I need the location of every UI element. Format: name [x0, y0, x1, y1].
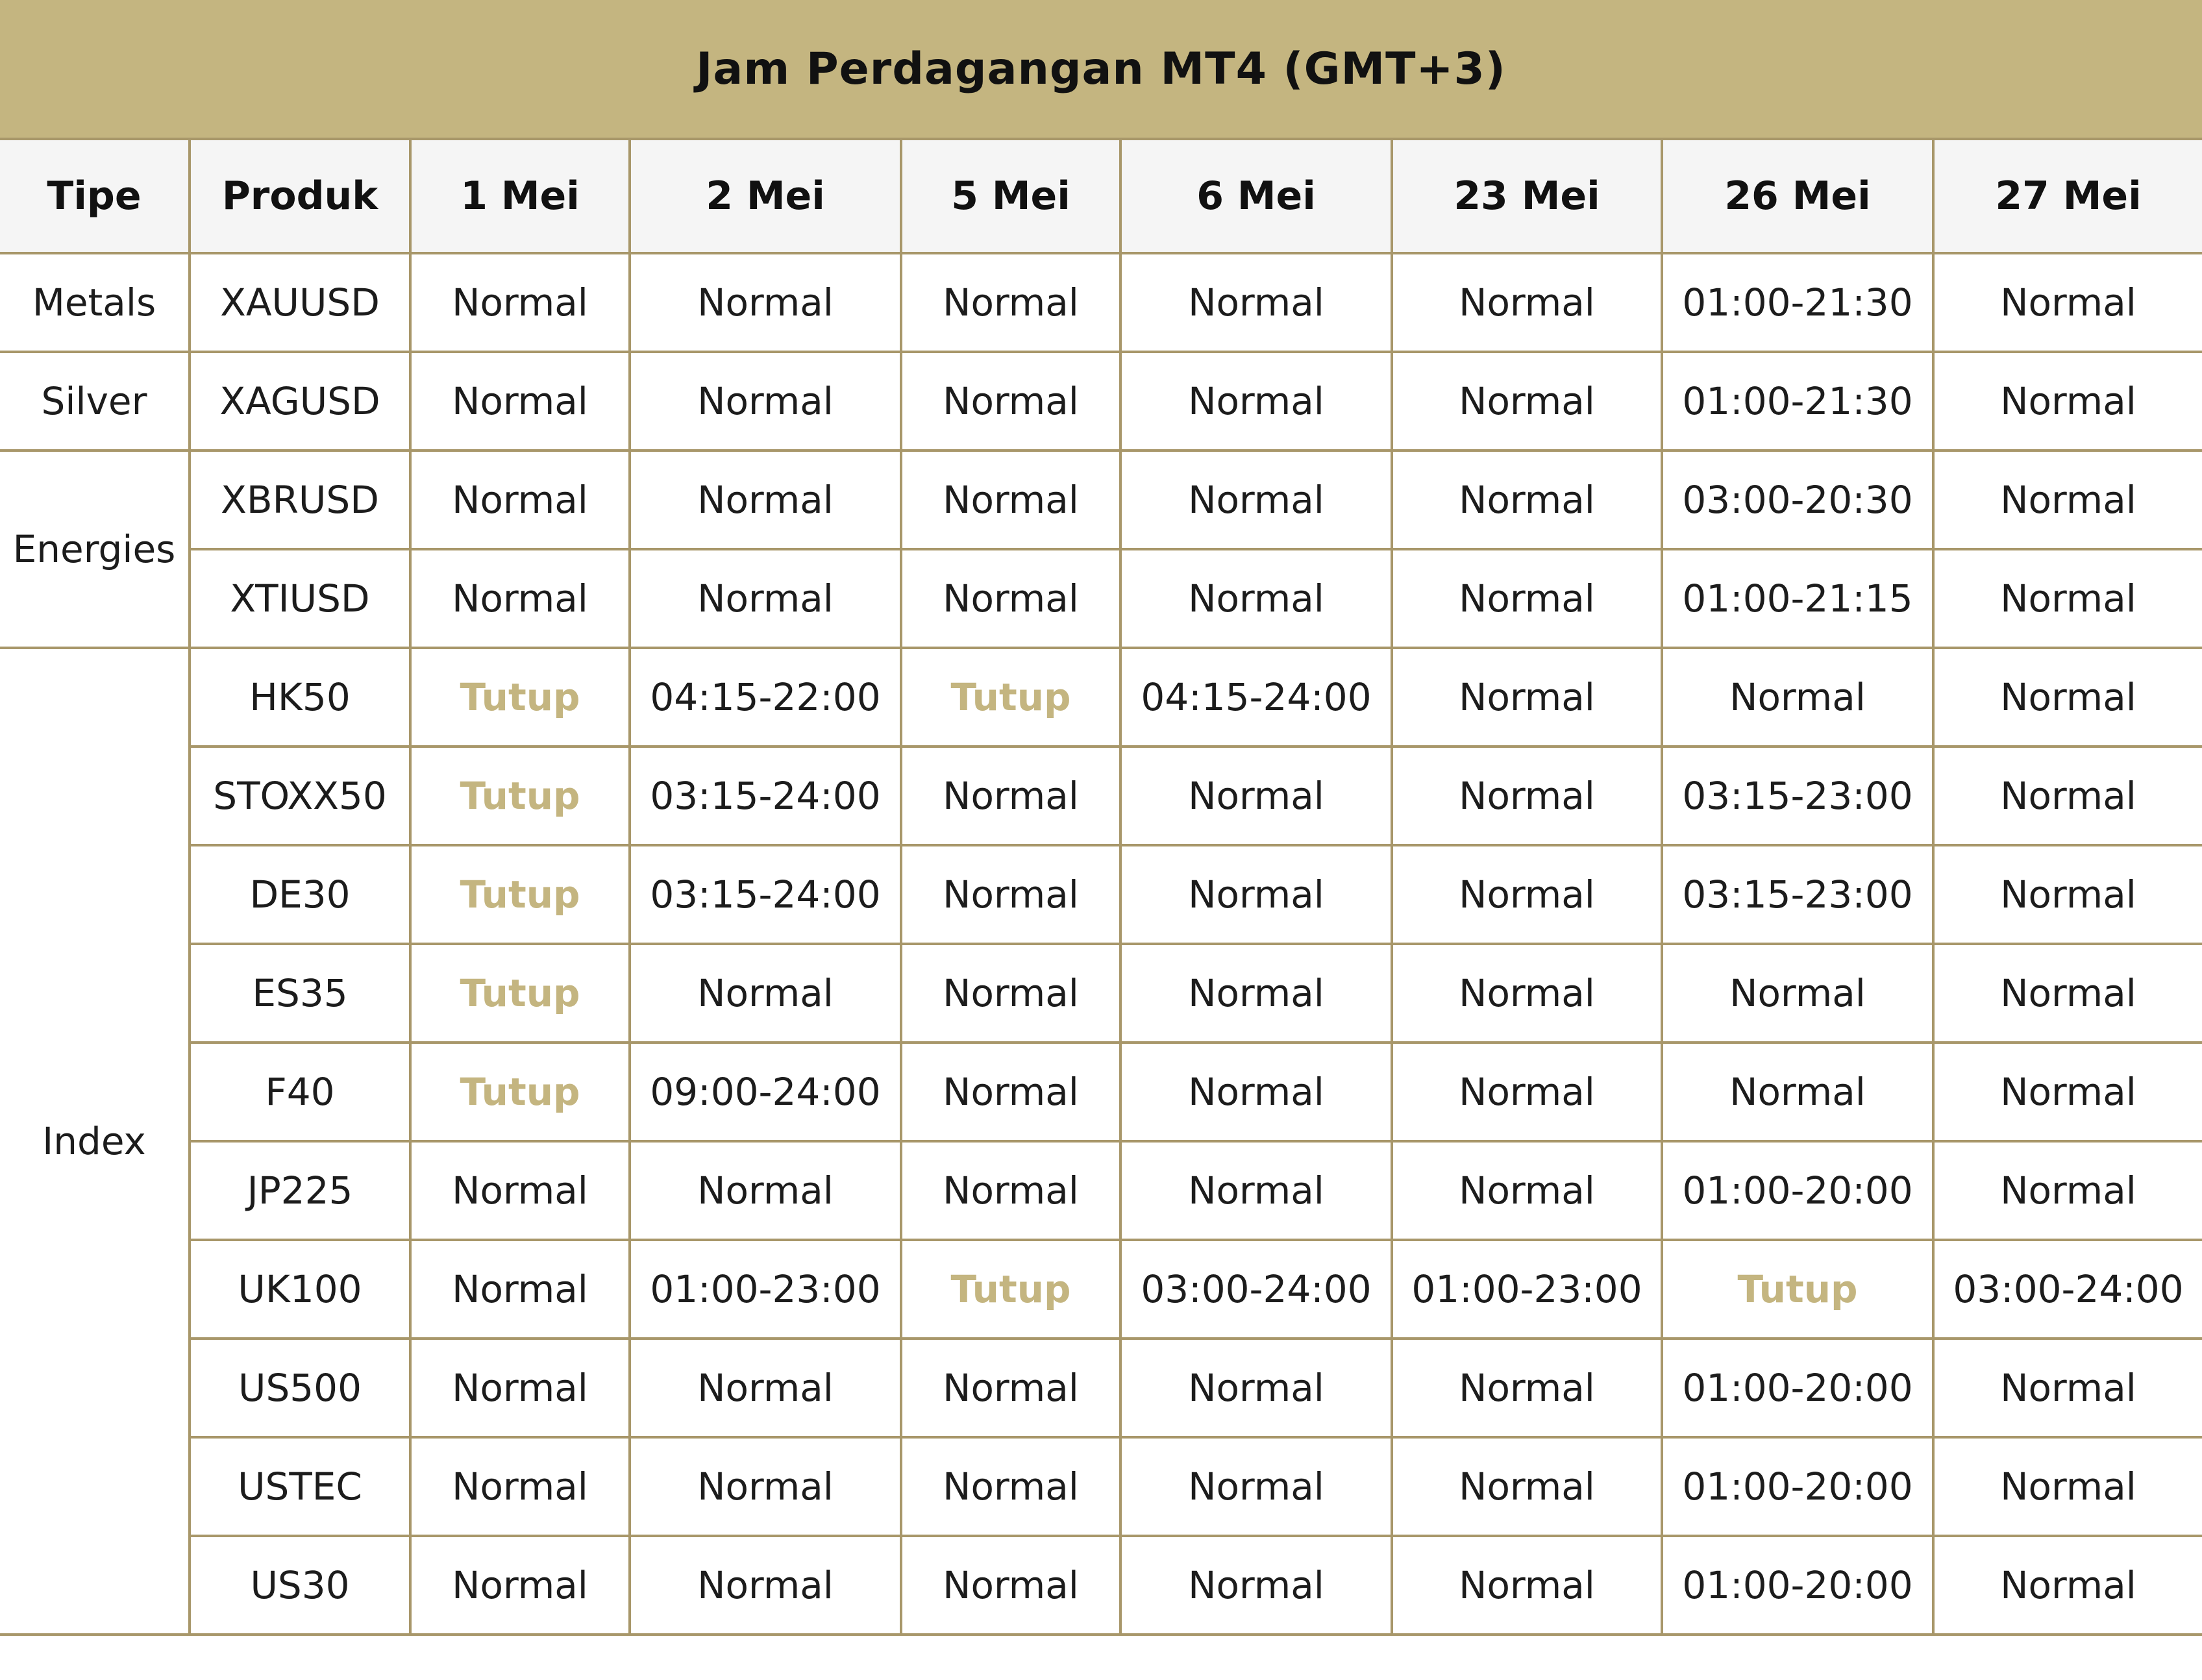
- hours-cell: Normal: [901, 1339, 1120, 1437]
- hours-cell: Normal: [1933, 1536, 2202, 1635]
- hours-cell: Normal: [1933, 1043, 2202, 1141]
- hours-cell: Normal: [630, 352, 901, 451]
- closed-cell: Tutup: [410, 944, 630, 1043]
- hours-cell: 03:00-24:00: [1933, 1240, 2202, 1339]
- product-cell: ES35: [190, 944, 410, 1043]
- hours-cell: Normal: [1120, 352, 1392, 451]
- product-cell: HK50: [190, 648, 410, 747]
- hours-cell: Normal: [1392, 1043, 1662, 1141]
- table-row: [0, 352, 2202, 451]
- hours-cell: 09:00-24:00: [630, 1043, 901, 1141]
- table-body: [0, 253, 2202, 1635]
- closed-cell: Tutup: [410, 845, 630, 944]
- product-cell: US30: [190, 1536, 410, 1635]
- hours-cell: Normal: [1120, 1141, 1392, 1240]
- closed-cell: Tutup: [901, 648, 1120, 747]
- hours-cell: 03:15-23:00: [1662, 845, 1933, 944]
- column-header: 6 Mei: [1120, 140, 1392, 253]
- hours-cell: Normal: [1933, 451, 2202, 549]
- type-cell: Metals: [0, 253, 190, 352]
- closed-cell: Tutup: [901, 1240, 1120, 1339]
- product-cell: USTEC: [190, 1437, 410, 1536]
- hours-cell: 01:00-20:00: [1662, 1339, 1933, 1437]
- hours-cell: Normal: [1392, 253, 1662, 352]
- product-cell: XAUUSD: [190, 253, 410, 352]
- hours-cell: Normal: [630, 944, 901, 1043]
- column-header: 1 Mei: [410, 140, 630, 253]
- hours-cell: Normal: [410, 352, 630, 451]
- product-cell: STOXX50: [190, 747, 410, 845]
- hours-cell: Normal: [630, 1437, 901, 1536]
- hours-cell: 01:00-23:00: [1392, 1240, 1662, 1339]
- product-cell: XAGUSD: [190, 352, 410, 451]
- hours-cell: Normal: [901, 549, 1120, 648]
- table-row: [0, 1437, 2202, 1536]
- table-row: [0, 1536, 2202, 1635]
- closed-cell: Tutup: [1662, 1240, 1933, 1339]
- hours-cell: Normal: [1392, 648, 1662, 747]
- hours-cell: Normal: [630, 549, 901, 648]
- hours-cell: 01:00-21:30: [1662, 253, 1933, 352]
- column-header: 27 Mei: [1933, 140, 2202, 253]
- table-row: [0, 1141, 2202, 1240]
- hours-cell: 03:00-24:00: [1120, 1240, 1392, 1339]
- product-cell: US500: [190, 1339, 410, 1437]
- hours-cell: Normal: [630, 1141, 901, 1240]
- table-row: [0, 1339, 2202, 1437]
- product-cell: JP225: [190, 1141, 410, 1240]
- table-row: [0, 845, 2202, 944]
- column-header: Tipe: [0, 140, 190, 253]
- hours-cell: Normal: [1120, 451, 1392, 549]
- hours-cell: Normal: [1933, 944, 2202, 1043]
- hours-cell: Normal: [901, 1141, 1120, 1240]
- table-row: [0, 648, 2202, 747]
- hours-cell: Normal: [1392, 1536, 1662, 1635]
- table-row: [0, 944, 2202, 1043]
- hours-cell: 01:00-20:00: [1662, 1536, 1933, 1635]
- hours-cell: Normal: [1392, 549, 1662, 648]
- column-header: 2 Mei: [630, 140, 901, 253]
- hours-cell: Normal: [1392, 747, 1662, 845]
- hours-cell: Normal: [1120, 747, 1392, 845]
- closed-cell: Tutup: [410, 648, 630, 747]
- hours-cell: 01:00-21:15: [1662, 549, 1933, 648]
- hours-cell: Normal: [1662, 648, 1933, 747]
- type-cell: Silver: [0, 352, 190, 451]
- column-header: Produk: [190, 140, 410, 253]
- hours-cell: Normal: [1120, 944, 1392, 1043]
- closed-cell: Tutup: [410, 747, 630, 845]
- product-cell: XTIUSD: [190, 549, 410, 648]
- hours-cell: Normal: [1392, 944, 1662, 1043]
- hours-cell: 01:00-23:00: [630, 1240, 901, 1339]
- hours-cell: Normal: [630, 1339, 901, 1437]
- table-row: [0, 747, 2202, 845]
- table-row: [0, 549, 2202, 648]
- table-row: [0, 1043, 2202, 1141]
- hours-cell: Normal: [1120, 1043, 1392, 1141]
- type-cell: Index: [0, 648, 190, 1635]
- table-header: [0, 140, 2202, 253]
- hours-cell: Normal: [901, 1536, 1120, 1635]
- hours-cell: Normal: [901, 1043, 1120, 1141]
- hours-cell: 01:00-21:30: [1662, 352, 1933, 451]
- table-row: [0, 451, 2202, 549]
- hours-cell: Normal: [1120, 845, 1392, 944]
- hours-cell: Normal: [410, 549, 630, 648]
- hours-cell: Normal: [1392, 451, 1662, 549]
- product-cell: XBRUSD: [190, 451, 410, 549]
- closed-cell: Tutup: [410, 1043, 630, 1141]
- hours-cell: Normal: [630, 1536, 901, 1635]
- hours-cell: Normal: [410, 451, 630, 549]
- hours-cell: 04:15-24:00: [1120, 648, 1392, 747]
- hours-cell: Normal: [1933, 549, 2202, 648]
- page-title: Jam Perdagangan MT4 (GMT+3): [0, 0, 2202, 140]
- header-row: [0, 140, 2202, 253]
- column-header: 5 Mei: [901, 140, 1120, 253]
- trading-hours-table: [0, 140, 2202, 1636]
- hours-cell: Normal: [410, 1240, 630, 1339]
- hours-cell: Normal: [1933, 352, 2202, 451]
- hours-cell: Normal: [410, 1536, 630, 1635]
- hours-cell: Normal: [901, 1437, 1120, 1536]
- hours-cell: Normal: [1662, 1043, 1933, 1141]
- hours-cell: 03:15-24:00: [630, 845, 901, 944]
- hours-cell: Normal: [410, 1141, 630, 1240]
- hours-cell: Normal: [1120, 1339, 1392, 1437]
- hours-cell: 01:00-20:00: [1662, 1437, 1933, 1536]
- hours-cell: Normal: [1120, 1536, 1392, 1635]
- type-cell: Energies: [0, 451, 190, 648]
- hours-cell: Normal: [1392, 352, 1662, 451]
- hours-cell: Normal: [1933, 1437, 2202, 1536]
- hours-cell: Normal: [901, 451, 1120, 549]
- hours-cell: Normal: [1933, 253, 2202, 352]
- hours-cell: Normal: [901, 944, 1120, 1043]
- hours-cell: Normal: [1392, 1339, 1662, 1437]
- hours-cell: Normal: [630, 451, 901, 549]
- hours-cell: Normal: [1120, 1437, 1392, 1536]
- table-row: [0, 253, 2202, 352]
- hours-cell: Normal: [410, 1339, 630, 1437]
- hours-cell: Normal: [1933, 1339, 2202, 1437]
- hours-cell: Normal: [1933, 648, 2202, 747]
- hours-cell: 01:00-20:00: [1662, 1141, 1933, 1240]
- hours-cell: 03:15-23:00: [1662, 747, 1933, 845]
- column-header: 26 Mei: [1662, 140, 1933, 253]
- hours-cell: Normal: [1933, 845, 2202, 944]
- hours-cell: 04:15-22:00: [630, 648, 901, 747]
- hours-cell: Normal: [410, 253, 630, 352]
- product-cell: UK100: [190, 1240, 410, 1339]
- hours-cell: Normal: [901, 253, 1120, 352]
- table-row: [0, 1240, 2202, 1339]
- hours-cell: Normal: [1933, 747, 2202, 845]
- hours-cell: Normal: [1933, 1141, 2202, 1240]
- hours-cell: Normal: [1392, 1437, 1662, 1536]
- hours-cell: Normal: [410, 1437, 630, 1536]
- hours-cell: Normal: [901, 352, 1120, 451]
- product-cell: F40: [190, 1043, 410, 1141]
- hours-cell: Normal: [1662, 944, 1933, 1043]
- column-header: 23 Mei: [1392, 140, 1662, 253]
- hours-cell: Normal: [1392, 1141, 1662, 1240]
- hours-cell: Normal: [901, 747, 1120, 845]
- hours-cell: 03:00-20:30: [1662, 451, 1933, 549]
- product-cell: DE30: [190, 845, 410, 944]
- hours-cell: Normal: [1120, 549, 1392, 648]
- hours-cell: Normal: [901, 845, 1120, 944]
- hours-cell: Normal: [630, 253, 901, 352]
- hours-cell: Normal: [1392, 845, 1662, 944]
- hours-cell: Normal: [1120, 253, 1392, 352]
- hours-cell: 03:15-24:00: [630, 747, 901, 845]
